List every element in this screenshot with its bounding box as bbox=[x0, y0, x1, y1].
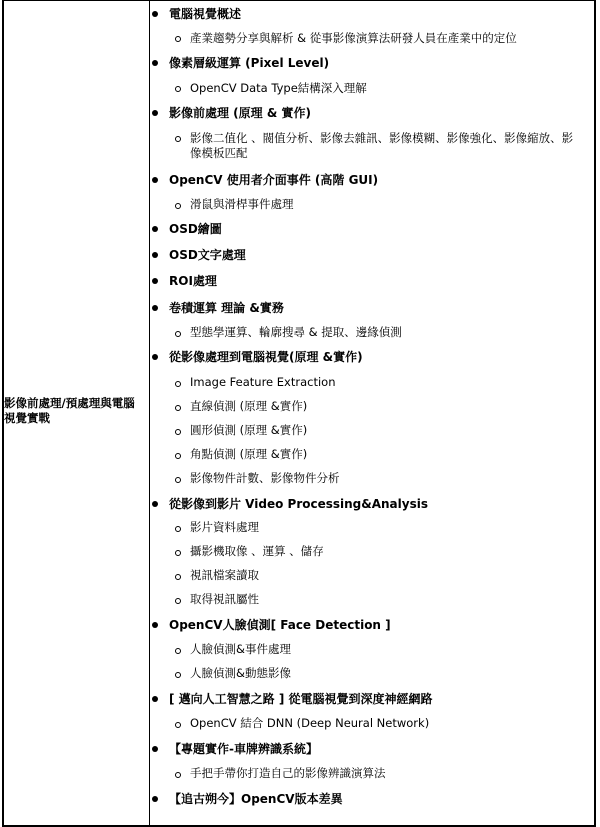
circle-bullet-icon bbox=[175, 772, 181, 778]
topic-title: ROI處理 bbox=[169, 274, 217, 288]
circle-bullet-icon bbox=[175, 36, 181, 42]
subtopic: OpenCV 結合 DNN (Deep Neural Network) bbox=[190, 716, 430, 730]
topic-title: 【專題實作-車牌辨識系統】 bbox=[169, 742, 318, 756]
bullet-icon bbox=[152, 501, 158, 507]
bullet-icon bbox=[152, 796, 158, 802]
topic-title: 從影像處理到電腦視覺(原理 &實作) bbox=[169, 350, 363, 364]
bullet-icon bbox=[152, 746, 158, 752]
circle-bullet-icon bbox=[175, 574, 181, 580]
bullet-icon bbox=[152, 305, 158, 311]
subtopic: Image Feature Extraction bbox=[190, 375, 336, 389]
topic-title: 【追古朔今】OpenCV版本差異 bbox=[169, 792, 343, 806]
circle-bullet-icon bbox=[175, 672, 181, 678]
circle-bullet-icon bbox=[175, 648, 181, 654]
topic-title: OSD繪圖 bbox=[169, 222, 222, 236]
bullet-icon bbox=[152, 60, 158, 66]
subtopic: 角點偵測 (原理 &實作) bbox=[190, 447, 308, 461]
bullet-icon bbox=[152, 252, 158, 258]
subtopic: 取得視訊屬性 bbox=[190, 592, 259, 606]
circle-bullet-icon bbox=[175, 477, 181, 483]
subtopic: 型態學運算、輪廓搜尋 & 提取、邊緣偵測 bbox=[190, 325, 402, 339]
subtopic: 影像二值化 、閥值分析、影像去雜訊、影像模糊、影像強化、影像縮放、影像模板匹配 bbox=[190, 131, 574, 160]
column-divider bbox=[149, 1, 150, 825]
subtopic: 滑鼠與滑桿事件處理 bbox=[190, 197, 294, 211]
subtopic: 產業趨勢分享與解析 & 從事影像演算法研發人員在產業中的定位 bbox=[190, 31, 517, 45]
bullet-icon bbox=[152, 696, 158, 702]
topic-title: [ 邁向人工智慧之路 ] 從電腦視覺到深度神經網路 bbox=[169, 692, 433, 706]
subtopic: 手把手帶你打造自己的影像辨識演算法 bbox=[190, 766, 386, 780]
bullet-icon bbox=[152, 622, 158, 628]
subtopic: 影像物件計數、影像物件分析 bbox=[190, 471, 340, 485]
circle-bullet-icon bbox=[175, 526, 181, 532]
circle-bullet-icon bbox=[175, 203, 181, 209]
subtopic: 直線偵測 (原理 &實作) bbox=[190, 399, 308, 413]
topic-title: 影像前處理 (原理 & 實作) bbox=[169, 106, 311, 120]
subtopic: OpenCV Data Type結構深入理解 bbox=[190, 81, 367, 95]
circle-bullet-icon bbox=[175, 550, 181, 556]
topic-title: 從影像到影片 Video Processing&Analysis bbox=[169, 497, 428, 511]
circle-bullet-icon bbox=[175, 86, 181, 92]
topic-title: OpenCV人臉偵測[ Face Detection ] bbox=[169, 618, 391, 632]
subtopic: 人臉偵測&事件處理 bbox=[190, 642, 291, 656]
subtopic: 影片資料處理 bbox=[190, 520, 259, 534]
bullet-icon bbox=[152, 278, 158, 284]
topic-title: OSD文字處理 bbox=[169, 248, 246, 262]
subtopic: 視訊檔案讀取 bbox=[190, 568, 259, 582]
circle-bullet-icon bbox=[175, 331, 181, 337]
circle-bullet-icon bbox=[175, 405, 181, 411]
topic-title: 卷積運算 理論 &實務 bbox=[169, 301, 284, 315]
topic-title: 電腦視覺概述 bbox=[169, 7, 242, 21]
circle-bullet-icon bbox=[175, 136, 181, 142]
subtopic: 圓形偵測 (原理 &實作) bbox=[190, 423, 308, 437]
bullet-icon bbox=[152, 110, 158, 116]
course-category-label: 影像前處理/預處理與電腦視覺實戰 bbox=[4, 396, 135, 425]
bullet-icon bbox=[152, 226, 158, 232]
circle-bullet-icon bbox=[175, 429, 181, 435]
topic-title: 像素層級運算 (Pixel Level) bbox=[169, 56, 330, 70]
circle-bullet-icon bbox=[175, 453, 181, 459]
bullet-icon bbox=[152, 354, 158, 360]
bullet-icon bbox=[152, 11, 158, 17]
subtopic: 攝影機取像 、運算 、儲存 bbox=[190, 544, 324, 558]
bullet-icon bbox=[152, 177, 158, 183]
subtopic: 人臉偵測&動態影像 bbox=[190, 666, 291, 680]
circle-bullet-icon bbox=[175, 722, 181, 728]
circle-bullet-icon bbox=[175, 598, 181, 604]
circle-bullet-icon bbox=[175, 381, 181, 387]
topic-title: OpenCV 使用者介面事件 (高階 GUI) bbox=[169, 173, 379, 187]
